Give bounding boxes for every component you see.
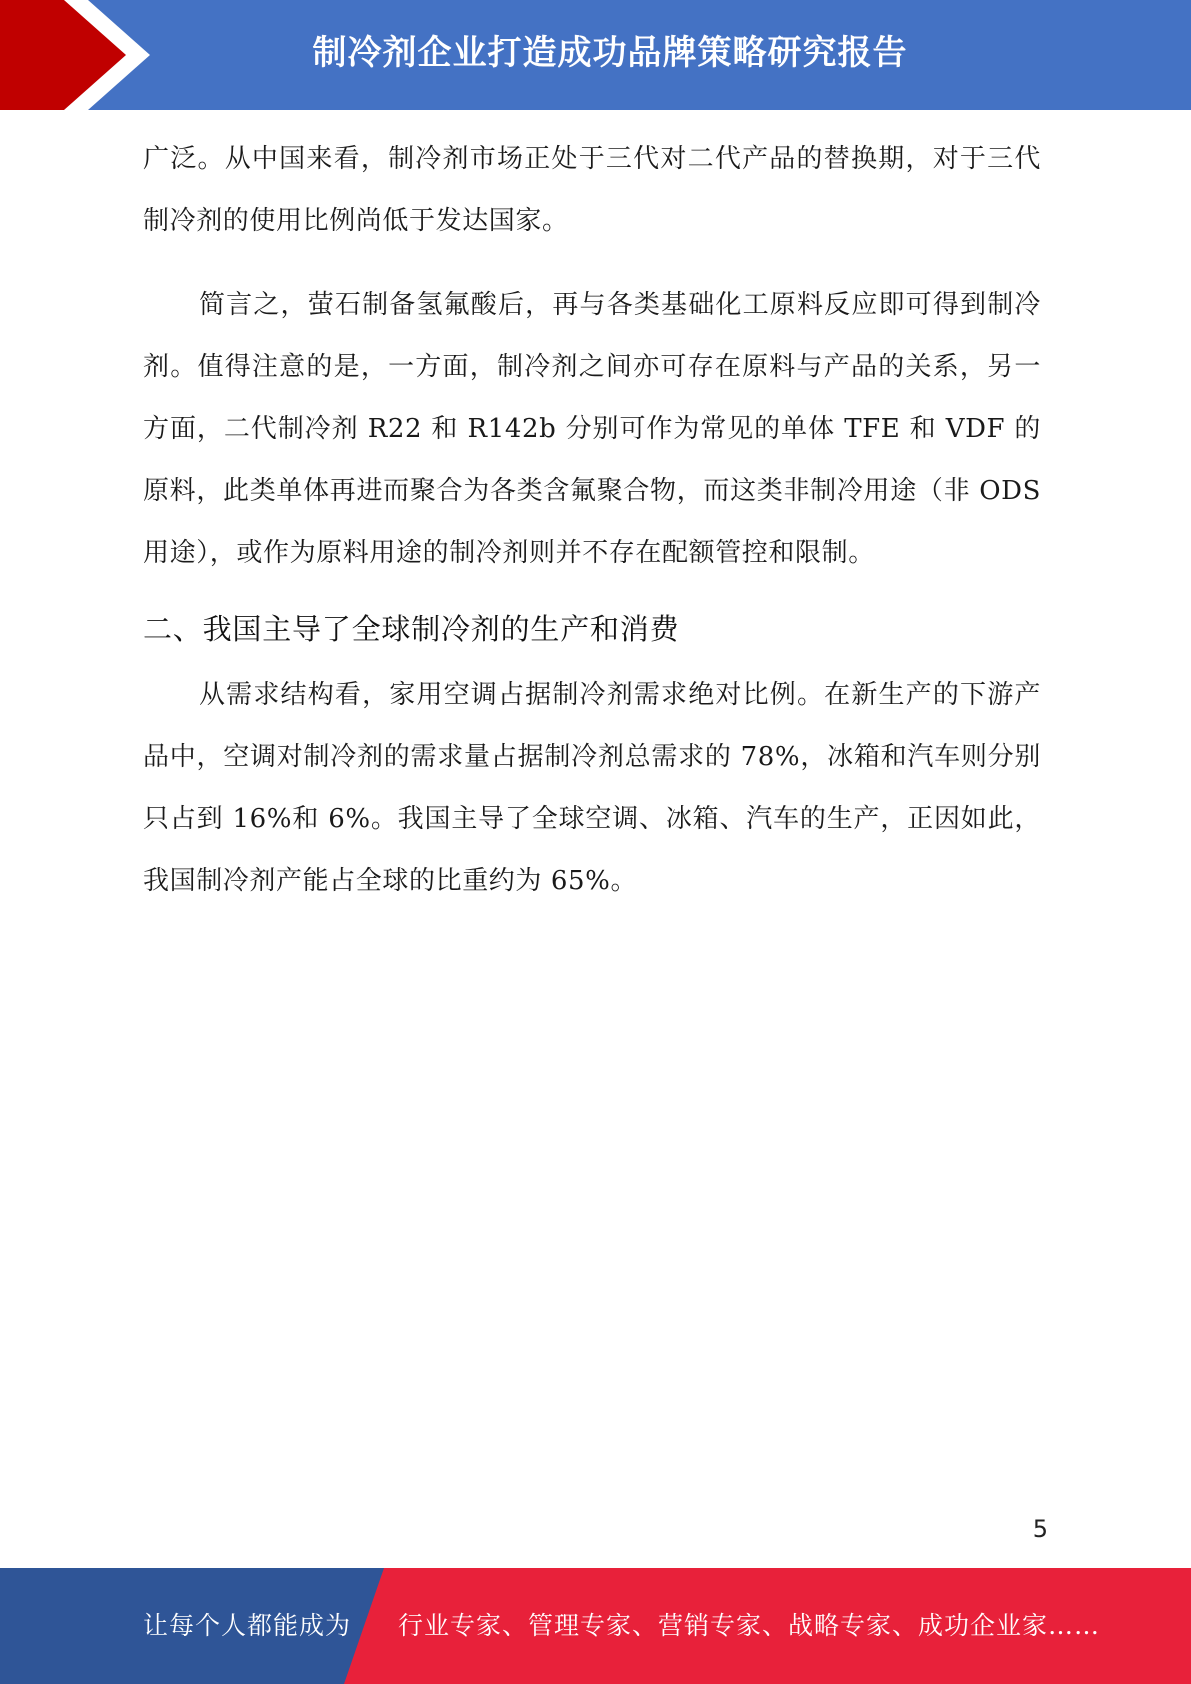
section-heading: 二、我国主导了全球制冷剂的生产和消费 xyxy=(143,612,680,646)
paragraph-continuation: 广泛。从中国来看，制冷剂市场正处于三代对二代产品的替换期，对于三代制冷剂的使用比例尚低于发达国家。 xyxy=(143,144,1041,236)
page-number: 5 xyxy=(1032,1515,1048,1543)
document-title: 制冷剂企业打造成功品牌策略研究报告 xyxy=(312,33,908,73)
document-body xyxy=(143,128,1041,912)
footer-slogan-left: 让每个人都能成为 xyxy=(143,1611,352,1640)
footer-slogan-right: 行业专家、管理专家、营销专家、战略专家、成功企业家…… xyxy=(398,1611,1101,1640)
header-banner xyxy=(0,0,1191,110)
paragraph-summary: 简言之，萤石制备氢氟酸后，再与各类基础化工原料反应即可得到制冷剂。值得注意的是，一方面，制冷剂之间亦可存在原料与产品的关系，另一方面，二代制冷剂 R22 和 R142b 分别可作为常见的单体 TFE 和 VDF 的原料，此类单体再进而聚合为各类含氟聚合物，而这类非制冷用途（非 ODS 用途），或作为原料用途的制冷剂则并不存在配额管控和限制。 xyxy=(143,290,1041,568)
paragraph-demand-structure: 从需求结构看，家用空调占据制冷剂需求绝对比例。在新生产的下游产品中，空调对制冷剂的需求量占据制冷剂总需求的 78%，冰箱和汽车则分别只占到 16%和 6%。我国主导了全球空调、冰箱、汽车的生产，正因如此，我国制冷剂产能占全球的比重约为 65%。 xyxy=(143,680,1041,896)
footer-banner xyxy=(0,1568,1191,1684)
chevron-arrow-icon xyxy=(0,0,160,110)
